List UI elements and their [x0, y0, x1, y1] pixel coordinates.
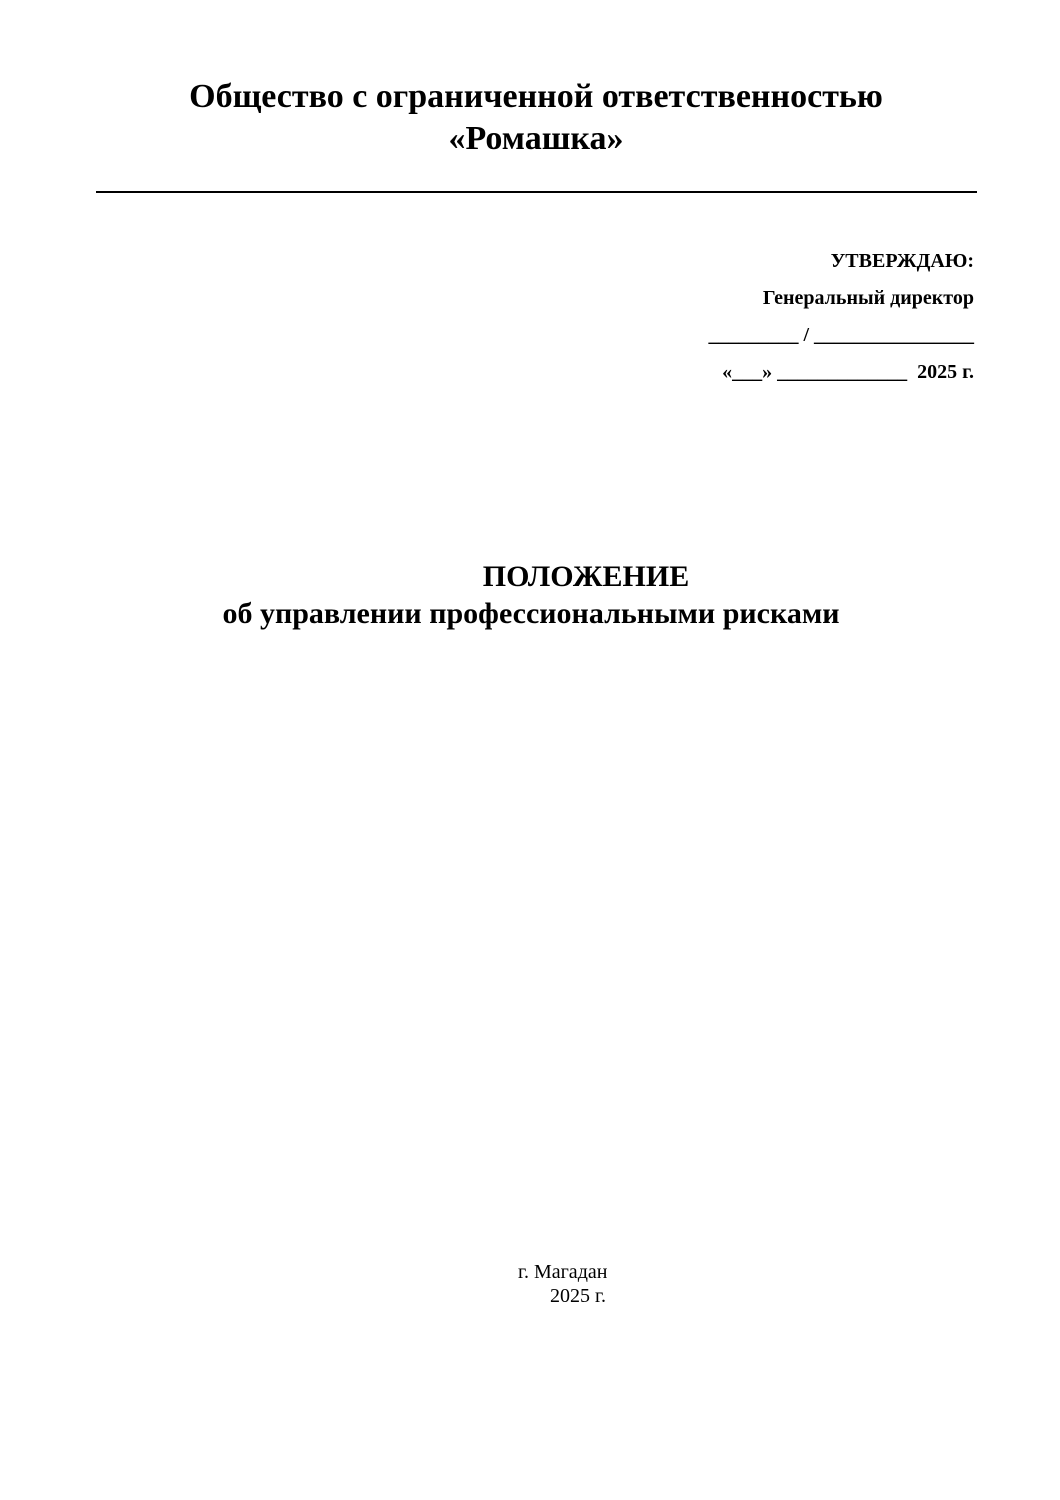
- approval-block: [708, 248, 974, 396]
- organization-header: [96, 76, 976, 160]
- year: 2025 г.: [550, 1285, 606, 1307]
- document-subject: об управлении профессиональными рисками: [222, 597, 840, 630]
- approver-position: Генеральный директор: [762, 287, 974, 309]
- approval-date-line: «___» _____________ 2025 г.: [722, 361, 974, 383]
- signature-line: _________ / ________________: [708, 324, 974, 346]
- organization-line-1: Общество с ограниченной ответственностью: [189, 78, 883, 115]
- header-divider: [96, 191, 977, 193]
- document-type: ПОЛОЖЕНИЕ: [482, 560, 690, 593]
- city: г. Магадан: [518, 1261, 608, 1283]
- approval-heading: УТВЕРЖДАЮ:: [830, 250, 974, 272]
- organization-name: «Ромашка»: [448, 120, 624, 157]
- document-title: [96, 558, 976, 632]
- place-and-year: [518, 1260, 607, 1308]
